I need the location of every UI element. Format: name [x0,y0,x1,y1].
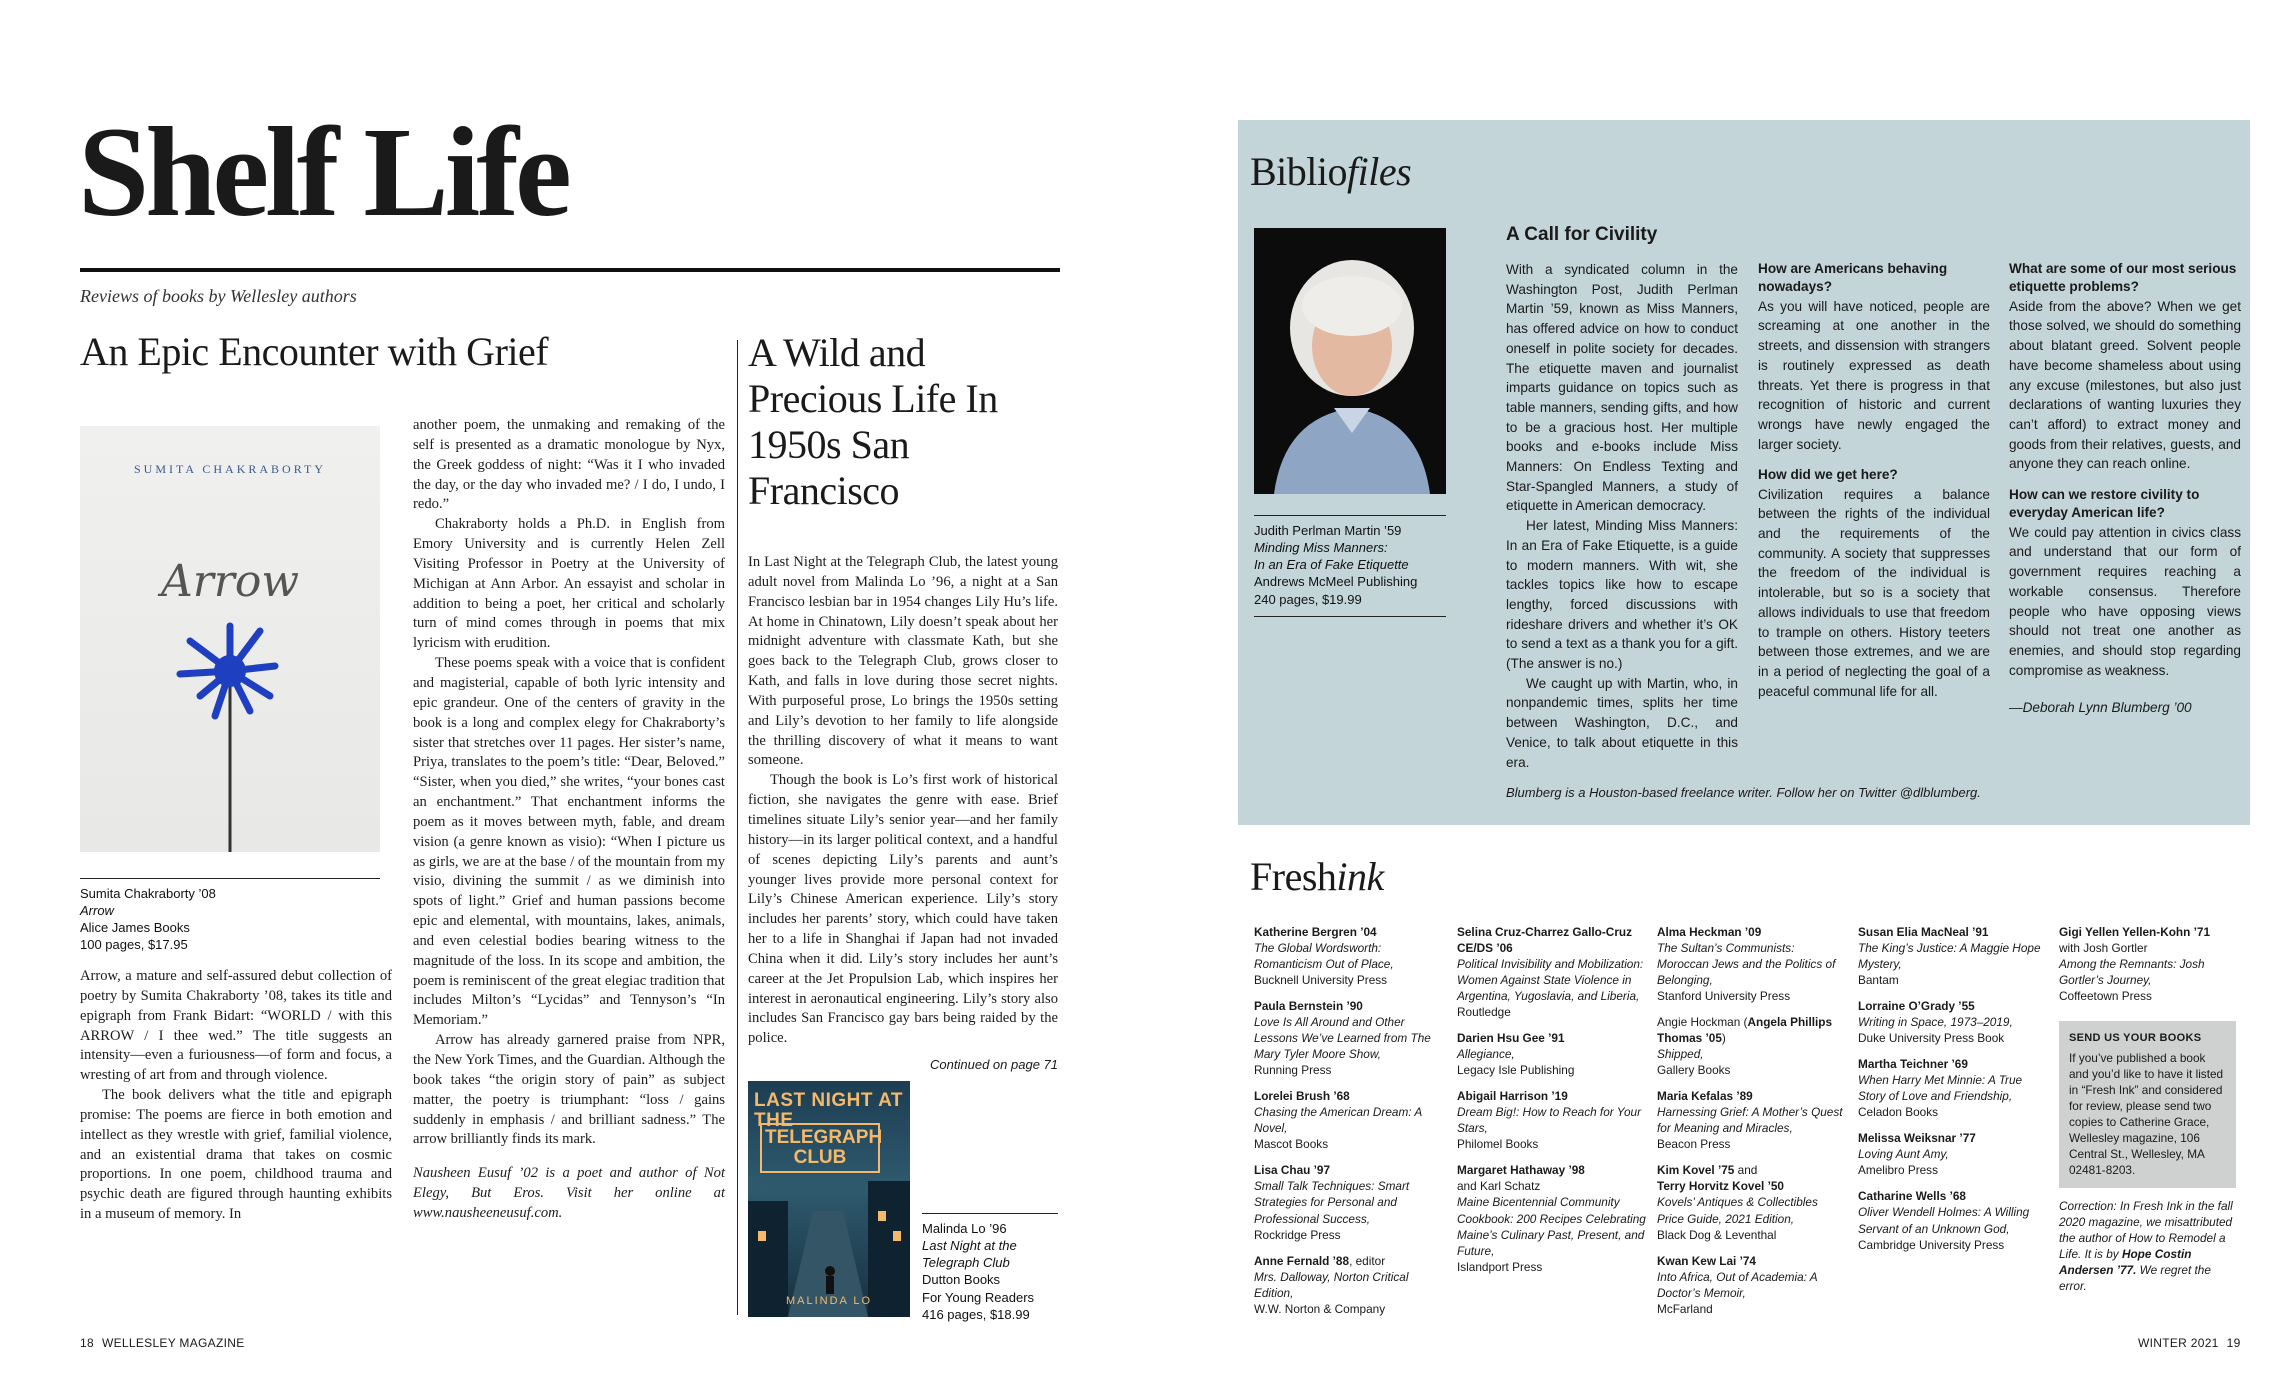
caption-title: Arrow [80,903,114,919]
entry-title: Small Talk Techniques: Smart Strategies for Personal and Professional Success, [1254,1179,1410,1226]
entry-author-note: with Josh Gortler [2059,941,2148,956]
column-divider [737,340,738,1315]
list-item [1657,1014,1847,1078]
entry-title: Shipped, [1657,1047,1704,1062]
freshink-column-3 [1657,924,1847,1327]
entry-publisher: Legacy Isle Publishing [1457,1063,1575,1078]
list-item [1858,924,2048,988]
review-headline-arrow: An Epic Encounter with Grief [80,329,549,374]
paragraph: another poem, the unmaking and remaking of the self is presented as a dramatic monologue by Nyx, the Greek goddess of night: “Was it I who invaded the day, or the day who invaded me? / I do, I undo, I redo.” [413,417,725,513]
list-item [1254,1253,1444,1317]
entry-publisher: Bucknell University Press [1254,973,1388,988]
cover-title: Arrow [161,556,299,607]
paragraph: We caught up with Martin, who, in nonpandemic times, splits her time between Washington, D.C., and Venice, to talk about etiquette in this era. [1506,675,1738,770]
entry-publisher: Amelibro Press [1858,1163,1938,1178]
entry-author-note: , editor [1349,1253,1386,1268]
entry-title: The King’s Justice: A Maggie Hope Mystery, [1858,941,2041,972]
question: How can we restore civility to everyday American life? [2009,487,2200,521]
paragraph: These poems speak with a voice that is confident and magisterial, capable of both lyric intensity and epic grandeur. One of the centers of gravity in the book is a long and complex elegy for Chakraborty’s sister that stretches over 11 pages. Her sister’s name, Priya, translates to the poem’s title: “Dear, Beloved.” “Sister, when you died,” she writes, “your bones cast an enchantment.” That enchantment informs the poem as it moves between myth, fable, and dream vision (a genre known as visio): “When I picture us as girls, we are at the base / of the mountain from my visio, divining the summit / as we diminish into spots of light.” Grief and human passions become epic and elemental, with mountains, lakes, animals, and even celestial bodies bearing witness to the magnitude of the loss. In its scope and ambition, the poem is reminiscent of the great elegiac tradition that includes Milton’s “Lycidas” and Tennyson’s “In Memoriam.” [413,655,725,1029]
entry-title: Maine Bicentennial Community Cookbook: 200 Recipes Celebrating Maine’s Culinary Past, Present, and Future, [1457,1195,1646,1258]
review-arrow-column-1 [80,967,392,1225]
list-item [1254,1088,1444,1152]
caption-publisher: Andrews McMeel Publishing [1254,574,1418,590]
entry-title: When Harry Met Minnie: A True Story of Love and Friendship, [1858,1073,2023,1104]
submission-heading: SEND US YOUR BOOKS [2069,1032,2202,1044]
entry-title: Mrs. Dalloway, Norton Critical Edition, [1254,1269,1409,1300]
book-caption-arrow [80,878,380,954]
entry-author: Alma Heckman ’09 [1657,925,1762,939]
entry-author: Lisa Chau ’97 [1254,1163,1331,1178]
entry-author: Kim Kovel ’75 [1657,1163,1735,1178]
entry-author: Anne Fernald ’88 [1254,1253,1350,1268]
caption-rule [1254,616,1446,617]
question: How did we get here? [1758,467,1898,483]
entry-publisher: Cambridge University Press [1858,1237,2005,1252]
answer: Aside from the above? When we get those solved, we should do something about blatant greed. Solvent people have become shameless about using any excuse (milestones, but also just declarations of wanting luxuries they can’t afford) to extract money and goods from their relatives, guests, and anyone they can reach online. [2009,298,2241,472]
caption-publisher: Dutton Books [922,1272,1001,1288]
page-title: Shelf Life [78,101,568,243]
entry-author: Maria Kefalas ’89 [1657,1089,1753,1104]
entry-title: Dream Big!: How to Reach for Your Stars, [1457,1105,1642,1136]
book-cover-telegraph [748,1081,910,1317]
heading-italic: ink [1336,854,1384,899]
folio-left [80,1336,245,1350]
continued-link[interactable]: Continued on page 71 [930,1057,1058,1072]
issue-label: WINTER 2021 [2138,1336,2219,1350]
interview-column-3 [2009,260,2241,680]
correction-text: Correction: In Fresh Ink in the fall 2020 magazine, we misattributed the author of How to Remodel a Life. It is by [2059,1199,2233,1262]
entry-title: Allegiance, [1457,1047,1515,1062]
paragraph: The book delivers what the title and epigraph promise: The poems are fierce in both emotion and intellect as they wrestle with grief, familial violence, and an existential drama that takes on cosmic proportions. In one poem, childhood trauma and psychic death are figured through haunting exhibits in a museum of memory. In [80,1087,392,1223]
answer: Civilization requires a balance between the rights of the individual and the requirements of the community. A society that suppresses the freedom of the individual is intolerable, but so is a society that allows individuals to use that freedom to trample on others. History teeters between those extremes, and we are in a period of neglecting the goal of a peaceful communal life for all. [1758,486,1990,699]
list-item [1858,998,2048,1046]
title-rule [80,268,1060,272]
caption-pages-price: 100 pages, $17.95 [80,937,188,953]
entry-publisher: Coffeetown Press [2059,989,2152,1004]
entry-author: Susan Elia MacNeal ’91 [1858,925,1989,939]
cover-title-line-1: LAST NIGHT AT THE [754,1090,903,1131]
list-item [1457,1162,1647,1274]
paragraph: Her latest, Minding Miss Manners: In an Era of Fake Etiquette, is a guide to modern manners. With wit, she tackles topics like how to escape lengthy, forced discussions with rideshare drivers and whether it’s OK to send a text as a thank you for a gift. (The answer is no.) [1506,518,1738,672]
question: What are some of our most serious etiquette problems? [2009,261,2237,295]
answer: We could pay attention in civics class and understand that our form of government requires reaching a workable consensus. Therefore people who have opposing views should not treat one another as enemies, and should stop regarding compromise as weakness. [2009,524,2241,678]
paragraph: Chakraborty holds a Ph.D. in English from Emory University and is currently Helen Zell Visiting Professor in Poetry at the University of Michigan at Ann Arbor. An essayist and scholar in addition to being a poet, her critical and scholarly turn of mind comes through in poems that mix lyricism with erudition. [413,516,725,652]
caption-author: Sumita Chakraborty ’08 [80,886,216,901]
portrait-illustration [1254,228,1446,494]
freshink-column-1 [1254,924,1444,1327]
folio-right [2138,1336,2241,1350]
entry-publisher: Islandport Press [1457,1259,1543,1274]
correction-note [2059,1198,2239,1294]
paragraph: Though the book is Lo’s first work of historical fiction, she navigates the genre with ease. Brief timelines situate Lily’s senior year—and her family history—in its larger political context, and a handful of scenes depicting Lily’s parents and aunt’s younger lives provide more personal context for Lily’s Chinese American experience. Lily’s story includes her parents’ story, which could have taken her to a life in Shanghai if Japan had not invaded China when it did. Lily’s story includes her aunt’s career at the Jet Propulsion Lab, which inspires her interest in aeronautical engineering. Lily’s story also includes San Francisco gay bars being raided by the police. [748,772,1058,1047]
entry-publisher: Gallery Books [1657,1063,1731,1078]
freshink-column-4 [1858,924,2048,1263]
freshink-column-2 [1457,924,1647,1285]
entry-publisher: Routledge [1457,1005,1511,1020]
entry-publisher: Black Dog & Leventhal [1657,1227,1777,1242]
heading-main: Biblio [1250,149,1348,194]
interview-column-1 [1506,260,1738,772]
entry-author: Angela Phillips Thomas ’05 [1657,1015,1833,1046]
entry-publisher: Running Press [1254,1063,1332,1078]
entry-author-note: and Karl Schatz [1457,1179,1541,1194]
cover-title-line-2: TELEGRAPH CLUB [760,1123,880,1173]
entry-author: Lorraine O’Grady ’55 [1858,999,1975,1014]
entry-title: The Sultan’s Communists: Moroccan Jews and the Politics of Belonging, [1657,941,1836,988]
entry-publisher: Rockridge Press [1254,1227,1341,1242]
heading-main: Fresh [1250,854,1337,899]
answer: As you will have noticed, people are screaming at one another in the streets, and dissension with strangers is routinely expressed as death threats. Yet there is progress in that recognition of historic and current wrongs have newly engaged the larger society. [1758,298,1990,452]
list-item [1457,1088,1647,1152]
entry-pen-name: Angie Hockman ( [1657,1015,1748,1030]
caption-imprint: For Young Readers [922,1289,1035,1305]
caption-author: Malinda Lo ’96 [922,1221,1007,1236]
entry-author: Abigail Harrison ’19 [1457,1089,1568,1104]
street-illustration [748,1081,910,1317]
entry-author: Darien Hsu Gee ’91 [1457,1031,1565,1046]
list-item [1657,1253,1847,1317]
entry-title: Among the Remnants: Josh Gortler’s Journey, [2059,957,2205,988]
entry-publisher: McFarland [1657,1301,1713,1316]
caption-title: Last Night at the Telegraph Club [922,1238,1017,1271]
entry-publisher: Celadon Books [1858,1105,1939,1120]
entry-title: Political Invisibility and Mobilization: Women Against State Violence in Argentina, Yugoslavia, and Liberia, [1457,957,1644,1004]
entry-title: Oliver Wendell Holmes: A Willing Servant of an Unknown God, [1858,1205,2030,1236]
list-item [1657,1162,1847,1242]
entry-publisher: Bantam [1858,973,1899,988]
entry-publisher: Philomel Books [1457,1137,1539,1152]
blue-figure-illustration [80,426,380,852]
cover-author: SUMITA CHAKRABORTY [134,462,326,476]
writer-note: Blumberg is a Houston-based freelance writer. Follow her on Twitter @dlblumberg. [1506,785,1981,800]
list-item [1254,924,1444,988]
caption-author: Judith Perlman Martin ’59 [1254,523,1402,538]
entry-author: Selina Cruz-Charrez Gallo-Cruz CE/DS ’06 [1457,925,1633,956]
list-item [1858,1188,2048,1252]
interview-column-2 [1758,260,1990,701]
entry-title: Into Africa, Out of Academia: A Doctor’s Memoir, [1657,1269,1818,1300]
author-portrait [1254,228,1446,494]
entry-publisher: Beacon Press [1657,1137,1731,1152]
list-item [1858,1056,2048,1120]
caption-title-1: Minding Miss Manners: [1254,540,1388,556]
review-telegraph-column [748,553,1058,1049]
entry-author: Katherine Bergren ’04 [1254,925,1377,939]
cover-author: MALINDA LO [785,1295,873,1307]
magazine-name: WELLESLEY MAGAZINE [101,1336,245,1350]
entry-author: Catharine Wells ’68 [1858,1189,1966,1204]
entry-publisher: Mascot Books [1254,1137,1329,1152]
list-item [1457,1030,1647,1078]
entry-title: Harnessing Grief: A Mother’s Quest for Meaning and Miracles, [1657,1105,1843,1136]
caption-publisher: Alice James Books [80,920,190,936]
entry-publisher: Duke University Press Book [1858,1031,2005,1046]
entry-author-note: and [1734,1163,1758,1178]
list-item [1657,924,1847,1004]
review-arrow-column-2 [413,416,725,1224]
book-caption-telegraph [922,1213,1058,1323]
page-subtitle: Reviews of books by Wellesley authors [80,286,357,306]
entry-publisher: Stanford University Press [1657,989,1791,1004]
book-cover-arrow [80,426,380,852]
entry-author-2: Terry Horvitz Kovel ’50 [1657,1179,1784,1194]
entry-author: Martha Teichner ’69 [1858,1057,1968,1072]
list-item [2059,924,2239,1004]
caption-pages-price: 240 pages, $19.99 [1254,591,1362,607]
page-number: 18 [80,1336,94,1350]
correction-name: Hope Costin Andersen ’77. [2059,1247,2192,1278]
book-caption-civility [1254,515,1446,617]
entry-title: Kovels’ Antiques & Collectibles Price Guide, 2021 Edition, [1657,1195,1818,1226]
heading-italic: files [1347,149,1412,194]
question: How are Americans behaving nowadays? [1758,261,1948,295]
paragraph: In Last Night at the Telegraph Club, the latest young adult novel from Malinda Lo ’96, a night at a San Francisco lesbian bar in 1954 changes Lily Hu’s life. At home in Chinatown, Lily doesn’t speak about her midnight adventure with classmate Kath, but she goes back to the Telegraph Club, grows closer to Kath, and falls in love during those secret nights. With purposeful prose, Lo brings the 1950s setting and Lily’s devotion to her family to life alongside the thrilling discovery of what it means to want someone. [748,554,1058,769]
paragraph: Arrow has already garnered praise from NPR, the New York Times, and the Guardian. Although the book takes “the origin story of pain” as subject matter, the poetry is triumphant: “loss / gains suddenly in emphasis / and brilliant sadness.” The arrow brilliantly finds its mark. [413,1032,725,1148]
interview-credit: —Deborah Lynn Blumberg ’00 [2009,700,2192,715]
submission-text: If you’ve published a book and you’d like to have it listed in “Fresh Ink” and considered for review, please send two copies to Catherine Grace, Wellesley magazine, 106 Central St., Wellesley, MA 02481-8203. [2069,1050,2224,1178]
entry-author: Gigi Yellen Yellen-Kohn ’71 [2059,925,2211,939]
freshink-heading [1250,853,1384,900]
caption-title-2: In an Era of Fake Etiquette [1254,557,1409,573]
list-item [1657,1088,1847,1152]
entry-title: Chasing the American Dream: A Novel, [1254,1105,1422,1136]
list-item [1457,924,1647,1020]
entry-author: Paula Bernstein ’90 [1254,999,1363,1014]
entry-author: Kwan Kew Lai ’74 [1657,1253,1756,1268]
entry-title: The Global Wordsworth: Romanticism Out of Place, [1254,941,1394,972]
paragraph: Arrow, a mature and self-assured debut collection of poetry by Sumita Chakraborty ’08, takes its title and epigraph from Frank Bidart: “WORLD / with this ARROW / I thee wed.” The title suggests an intensity—even a furiousness—of form and focus, a wresting of art from and through violence. [80,968,392,1084]
entry-title: Writing in Space, 1973–2019, [1858,1015,2013,1030]
freshink-column-5 [2059,924,2239,1014]
list-item [1254,1162,1444,1242]
list-item [1254,998,1444,1078]
entry-title: Love Is All Around and Other Lessons We’ve Learned from The Mary Tyler Moore Show, [1254,1015,1431,1062]
interview-title: A Call for Civility [1506,224,1658,245]
list-item [1858,1130,2048,1178]
reviewer-byline: Nausheen Eusuf ’02 is a poet and author of Not Elegy, But Eros. Visit her online at www.nausheeneusuf.com. [413,1165,725,1221]
bibliofiles-heading [1250,148,1411,195]
caption-pages-price: 416 pages, $18.99 [922,1306,1030,1322]
entry-author: Margaret Hathaway ’98 [1457,1163,1585,1178]
entry-author-close: ) [1721,1031,1726,1046]
entry-title: Loving Aunt Amy, [1858,1147,1949,1162]
entry-author: Lorelei Brush ’68 [1254,1089,1350,1104]
submission-info-box [2059,1021,2236,1188]
entry-author: Melissa Weiksnar ’77 [1858,1131,1976,1146]
entry-publisher: W.W. Norton & Company [1254,1301,1386,1316]
paragraph: With a syndicated column in the Washington Post, Judith Perlman Martin ’59, known as Miss Manners, has offered advice on how to conduct oneself in polite society for decades. The etiquette maven and journalist imparts guidance on topics such as table manners, sending gifts, and how to be a gracious host. Her multiple books and e-books include Miss Manners: On Endless Texting and Star-Spangled Manners, a study of etiquette in American democracy. [1506,262,1738,514]
page-number: 19 [2226,1336,2241,1350]
correction-end: We regret the error. [2059,1263,2211,1294]
review-headline-telegraph: A Wild and Precious Life In 1950s San Francisco [748,330,998,513]
